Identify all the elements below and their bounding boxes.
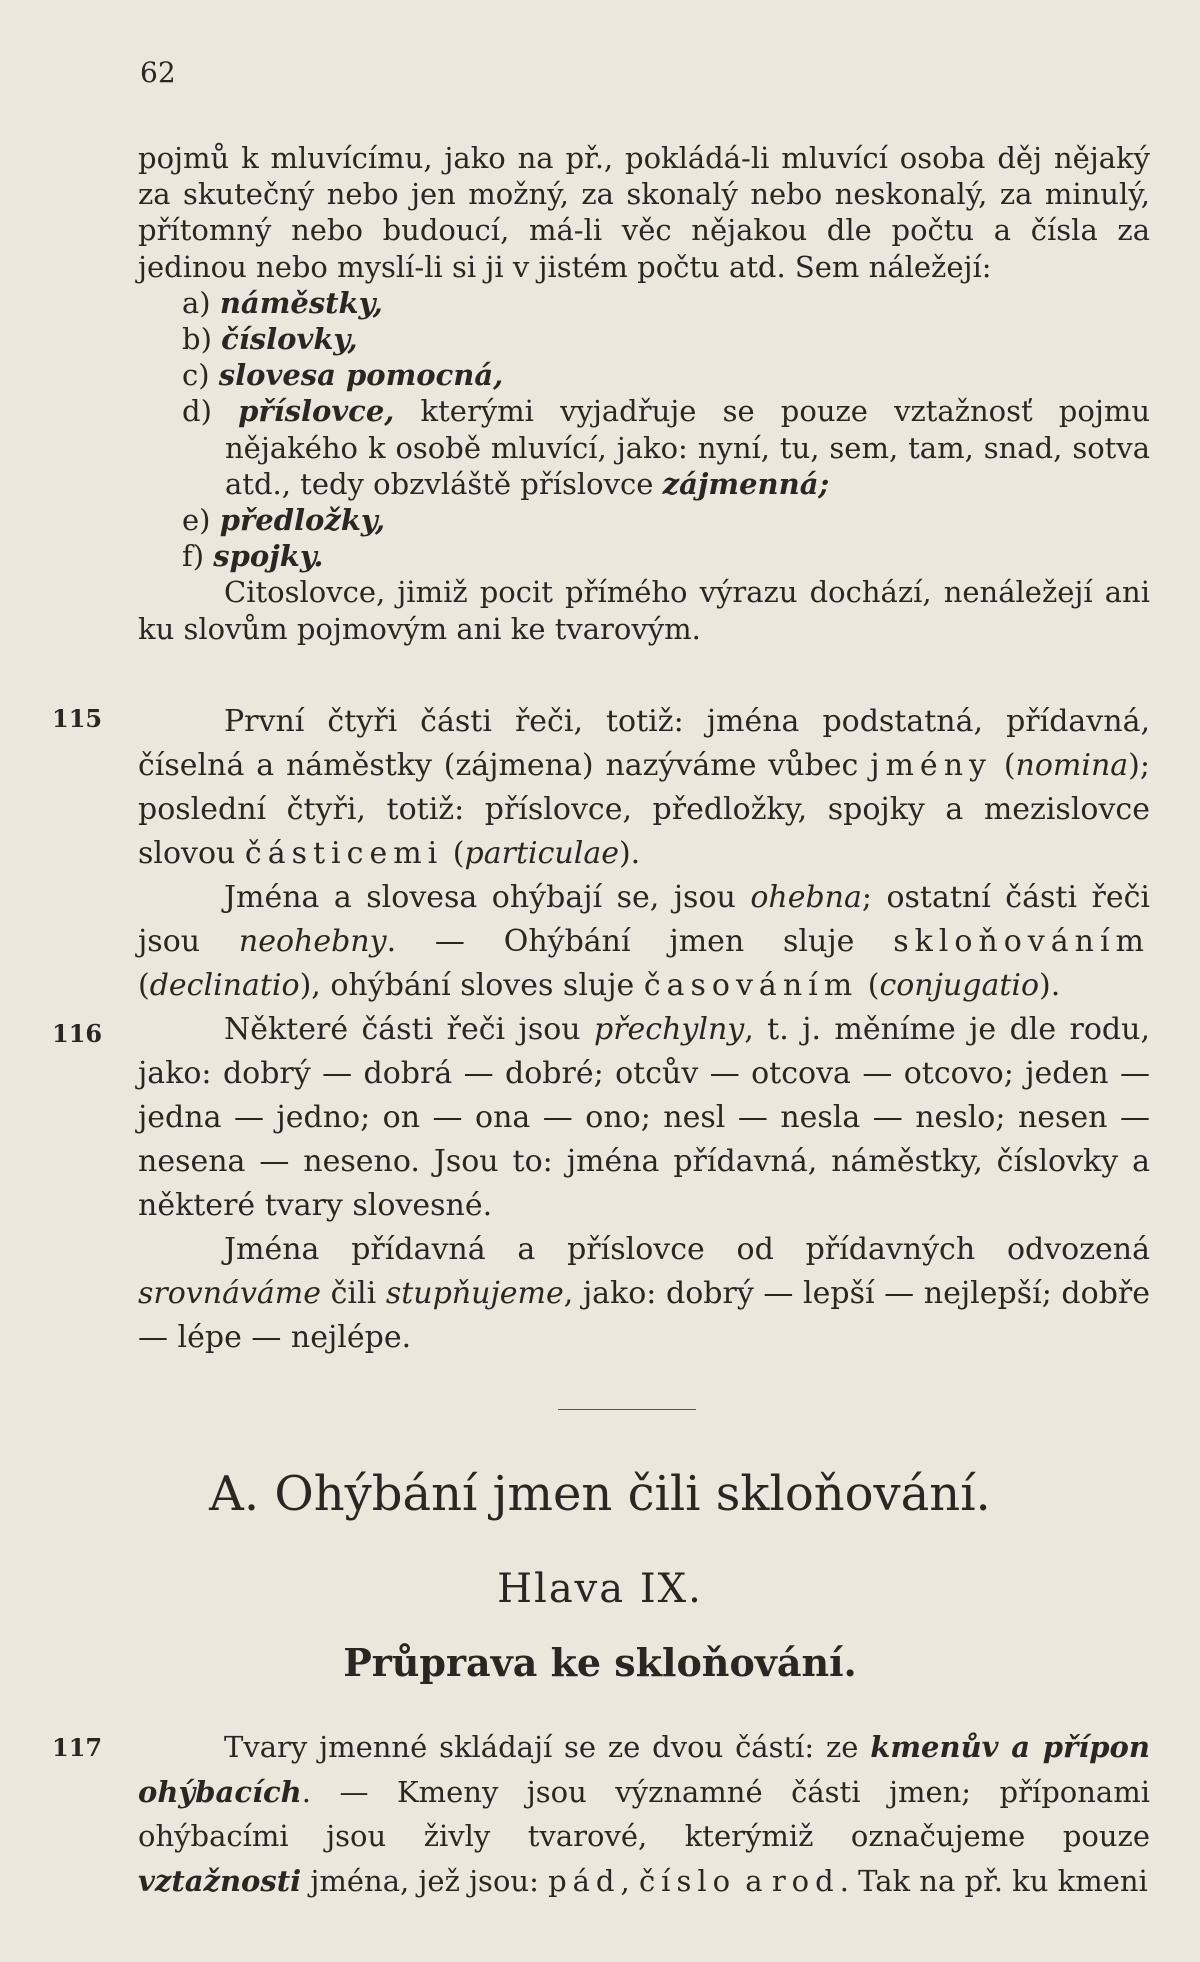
margin-number-117: 117: [52, 1733, 103, 1762]
list-item: f) spojky.: [182, 539, 324, 574]
chapter-title: Průprava ke skloňování.: [343, 1640, 857, 1685]
paragraph-115-cont: Jména a slovesa ohýbají se, jsou ohebna; ostatní části řeči jsou neohebny. — Ohýbání jmen sluje skloňováním (declinatio), ohýbání sloves sluje časováním (conjugatio).: [138, 880, 1151, 1003]
margin-number-115: 115: [52, 704, 103, 733]
page-number: 62: [140, 56, 176, 89]
paragraph-116: Některé části řeči jsou přechylny, t. j. měníme je dle rodu, jako: dobrý — dobrá — dobré; otcův — otcova — otcovo; jeden — jedna — jedno; on — ona — ono; nesl — nesla — neslo; nesen — nesena — neseno. Jsou to: jména přídavná, náměstky, číslovky a některé tvary slovesné.: [138, 1012, 1150, 1223]
list-item: a) náměstky,: [182, 285, 383, 320]
list-item: b) číslovky,: [182, 322, 358, 357]
list-item: e) předložky,: [182, 503, 386, 538]
list-item: d) příslovce, kterými vyjadřuje se pouze vztažnosť pojmu nějakého k osobě mluvící, jako: nyní, tu, sem, tam, snad, sotva atd., tedy obzvláště příslovce zájmenná;: [182, 394, 1151, 501]
section-115-116: [138, 700, 1150, 1360]
section-intro: [138, 140, 1150, 647]
paragraph-116-cont: Jména přídavná a příslovce od přídavných odvozená srovnáváme čili stupňujeme, jako: dobrý — lepší — nejlepší; dobře — lépe — nejlépe.: [138, 1232, 1150, 1355]
chapter-heading: Hlava IX.: [497, 1566, 703, 1612]
section-117: [138, 1725, 1150, 1903]
intro-paragraph: pojmů k mluvícímu, jako na př., pokládá-li mluvící osoba děj nějaký za skutečný nebo jen možný, za skonalý nebo neskonalý, za minulý, přítomný nebo budoucí, má-li věc nějakou dle počtu a čísla za jedinou nebo myslí-li si ji v jistém počtu atd. Sem náležejí:: [138, 141, 1150, 284]
paragraph-117: Tvary jmenné skládají se ze dvou částí: ze kmenův a přípon ohýbacích. — Kmeny jsou významné části jmen; příponami ohýbacími jsou živly tvarové, kterýmiž označujeme pouze vztažnosti jména, jež jsou: pád, číslo a rod. Tak na př. ku kmeni: [138, 1730, 1150, 1898]
list-item: c) slovesa pomocná,: [182, 358, 504, 393]
section-heading: A. Ohýbání jmen čili skloňování.: [209, 1466, 991, 1522]
divider-rule: [558, 1409, 696, 1410]
parts-of-speech-list: [138, 285, 1150, 575]
margin-number-116: 116: [52, 1019, 103, 1048]
paragraph-115: První čtyři části řeči, totiž: jména podstatná, přídavná, číselná a náměstky (zájmena) nazýváme vůbec jmény (nomina); poslední čtyři, totiž: příslovce, předložky, spojky a mezislovce slovou částicemi (particulae).: [138, 704, 1150, 871]
citoslovce-paragraph: Citoslovce, jimiž pocit přímého výrazu dochází, nenáležejí ani ku slovům pojmovým ani ke tvarovým.: [138, 575, 1150, 646]
